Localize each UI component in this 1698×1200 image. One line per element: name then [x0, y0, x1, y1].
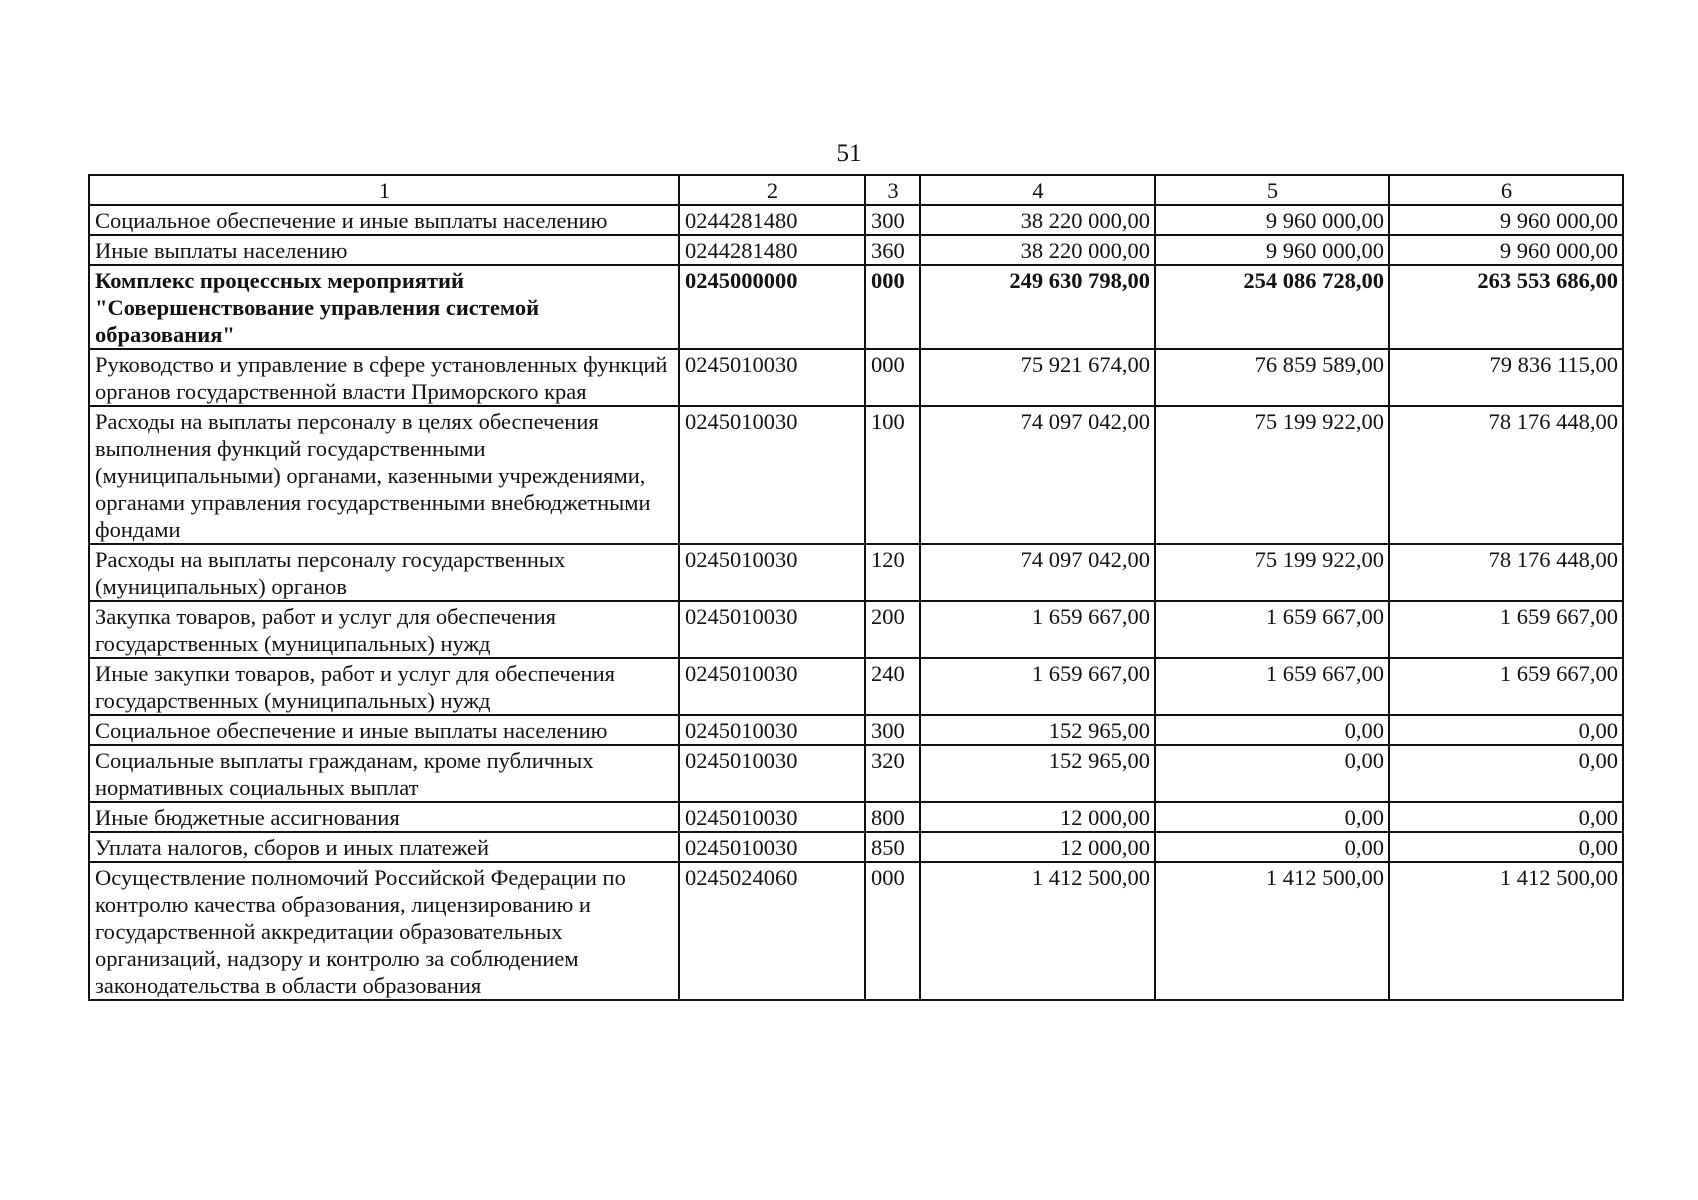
- amount-year3-cell: 263 553 686,00: [1389, 265, 1623, 349]
- expense-type-code-cell: 320: [865, 745, 920, 802]
- target-article-code-cell: 0245010030: [679, 715, 865, 745]
- expense-name-cell: Расходы на выплаты персоналу государственных (муниципальных) органов: [89, 544, 679, 601]
- amount-year1-cell: 12 000,00: [920, 802, 1155, 832]
- amount-year1-cell: 152 965,00: [920, 745, 1155, 802]
- expense-name-cell: Расходы на выплаты персоналу в целях обеспечения выполнения функций государственными (муниципальными) органами, казенными учреждениями, органами управления государственными внебюджетными фондами: [89, 406, 679, 544]
- budget-table-body: [89, 175, 1623, 1000]
- amount-year3-cell: 1 659 667,00: [1389, 601, 1623, 658]
- expense-name-cell: Иные бюджетные ассигнования: [89, 802, 679, 832]
- target-article-code-cell: 0245024060: [679, 862, 865, 1000]
- amount-year1-cell: 1 659 667,00: [920, 658, 1155, 715]
- expense-name-cell: Социальное обеспечение и иные выплаты населению: [89, 205, 679, 235]
- column-header-1: 1: [89, 175, 679, 205]
- amount-year1-cell: 38 220 000,00: [920, 205, 1155, 235]
- target-article-code-cell: 0245010030: [679, 832, 865, 862]
- target-article-code-cell: 0245010030: [679, 745, 865, 802]
- table-row: [89, 205, 1623, 235]
- table-row: [89, 862, 1623, 1000]
- target-article-code-cell: 0245010030: [679, 601, 865, 658]
- expense-name-cell: Социальное обеспечение и иные выплаты населению: [89, 715, 679, 745]
- amount-year1-cell: 152 965,00: [920, 715, 1155, 745]
- amount-year1-cell: 12 000,00: [920, 832, 1155, 862]
- amount-year3-cell: 78 176 448,00: [1389, 544, 1623, 601]
- column-header-4: 4: [920, 175, 1155, 205]
- table-row: [89, 235, 1623, 265]
- column-header-6: 6: [1389, 175, 1623, 205]
- target-article-code-cell: 0245010030: [679, 349, 865, 406]
- amount-year2-cell: 1 412 500,00: [1155, 862, 1389, 1000]
- expense-type-code-cell: 000: [865, 862, 920, 1000]
- amount-year1-cell: 74 097 042,00: [920, 544, 1155, 601]
- table-row: [89, 406, 1623, 544]
- target-article-code-cell: 0245000000: [679, 265, 865, 349]
- budget-table: [88, 174, 1624, 1001]
- amount-year1-cell: 74 097 042,00: [920, 406, 1155, 544]
- amount-year1-cell: 1 412 500,00: [920, 862, 1155, 1000]
- amount-year1-cell: 1 659 667,00: [920, 601, 1155, 658]
- table-row: [89, 832, 1623, 862]
- target-article-code-cell: 0245010030: [679, 544, 865, 601]
- amount-year2-cell: 76 859 589,00: [1155, 349, 1389, 406]
- amount-year3-cell: 1 412 500,00: [1389, 862, 1623, 1000]
- amount-year1-cell: 38 220 000,00: [920, 235, 1155, 265]
- expense-name-cell: Иные закупки товаров, работ и услуг для обеспечения государственных (муниципальных) нужд: [89, 658, 679, 715]
- expense-type-code-cell: 850: [865, 832, 920, 862]
- column-header-2: 2: [679, 175, 865, 205]
- expense-type-code-cell: 300: [865, 205, 920, 235]
- target-article-code-cell: 0244281480: [679, 235, 865, 265]
- amount-year2-cell: 1 659 667,00: [1155, 601, 1389, 658]
- column-number-row: [89, 175, 1623, 205]
- expense-type-code-cell: 200: [865, 601, 920, 658]
- page-number: 51: [836, 140, 862, 167]
- expense-type-code-cell: 000: [865, 265, 920, 349]
- table-row: [89, 715, 1623, 745]
- amount-year2-cell: 0,00: [1155, 832, 1389, 862]
- expense-name-cell: Закупка товаров, работ и услуг для обеспечения государственных (муниципальных) нужд: [89, 601, 679, 658]
- amount-year2-cell: 1 659 667,00: [1155, 658, 1389, 715]
- column-header-5: 5: [1155, 175, 1389, 205]
- amount-year2-cell: 9 960 000,00: [1155, 235, 1389, 265]
- amount-year3-cell: 9 960 000,00: [1389, 235, 1623, 265]
- expense-type-code-cell: 800: [865, 802, 920, 832]
- table-row: [89, 265, 1623, 349]
- table-row: [89, 601, 1623, 658]
- amount-year3-cell: 78 176 448,00: [1389, 406, 1623, 544]
- expense-name-cell: Иные выплаты населению: [89, 235, 679, 265]
- amount-year3-cell: 0,00: [1389, 802, 1623, 832]
- amount-year2-cell: 75 199 922,00: [1155, 544, 1389, 601]
- amount-year3-cell: 0,00: [1389, 745, 1623, 802]
- amount-year2-cell: 254 086 728,00: [1155, 265, 1389, 349]
- amount-year3-cell: 0,00: [1389, 715, 1623, 745]
- amount-year3-cell: 0,00: [1389, 832, 1623, 862]
- table-row: [89, 745, 1623, 802]
- target-article-code-cell: 0245010030: [679, 406, 865, 544]
- amount-year2-cell: 0,00: [1155, 745, 1389, 802]
- table-row: [89, 802, 1623, 832]
- expense-type-code-cell: 360: [865, 235, 920, 265]
- target-article-code-cell: 0244281480: [679, 205, 865, 235]
- expense-name-cell: Социальные выплаты гражданам, кроме публичных нормативных социальных выплат: [89, 745, 679, 802]
- amount-year1-cell: 249 630 798,00: [920, 265, 1155, 349]
- table-row: [89, 544, 1623, 601]
- expense-name-cell: Осуществление полномочий Российской Федерации по контролю качества образования, лицензированию и государственной аккредитации образовательных организаций, надзору и контролю за соблюдением законодательства в области образования: [89, 862, 679, 1000]
- expense-type-code-cell: 240: [865, 658, 920, 715]
- amount-year3-cell: 1 659 667,00: [1389, 658, 1623, 715]
- expense-type-code-cell: 000: [865, 349, 920, 406]
- amount-year2-cell: 75 199 922,00: [1155, 406, 1389, 544]
- table-row: [89, 658, 1623, 715]
- expense-name-cell: Руководство и управление в сфере установленных функций органов государственной власти Приморского края: [89, 349, 679, 406]
- expense-name-cell: Комплекс процессных мероприятий "Совершенствование управления системой образования": [89, 265, 679, 349]
- target-article-code-cell: 0245010030: [679, 802, 865, 832]
- amount-year2-cell: 0,00: [1155, 715, 1389, 745]
- expense-type-code-cell: 100: [865, 406, 920, 544]
- expense-type-code-cell: 120: [865, 544, 920, 601]
- column-header-3: 3: [865, 175, 920, 205]
- amount-year2-cell: 0,00: [1155, 802, 1389, 832]
- amount-year3-cell: 79 836 115,00: [1389, 349, 1623, 406]
- amount-year2-cell: 9 960 000,00: [1155, 205, 1389, 235]
- expense-type-code-cell: 300: [865, 715, 920, 745]
- amount-year3-cell: 9 960 000,00: [1389, 205, 1623, 235]
- expense-name-cell: Уплата налогов, сборов и иных платежей: [89, 832, 679, 862]
- target-article-code-cell: 0245010030: [679, 658, 865, 715]
- amount-year1-cell: 75 921 674,00: [920, 349, 1155, 406]
- table-row: [89, 349, 1623, 406]
